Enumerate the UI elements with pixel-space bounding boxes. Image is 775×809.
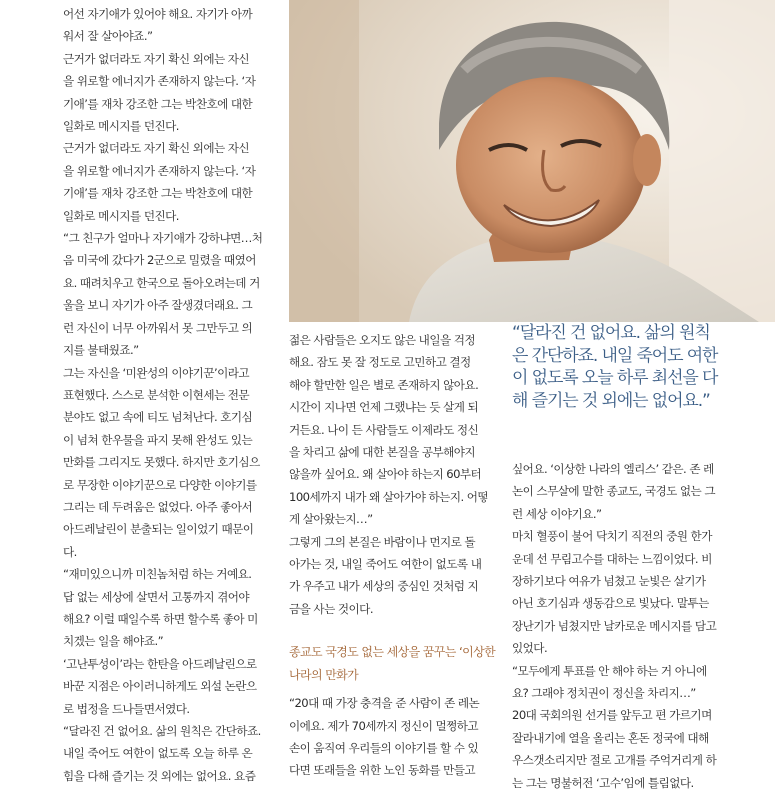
subheading-line: 종교도 국경도 없는 세상을 꿈꾸는 ‘이상한	[289, 645, 496, 660]
body-text-line: 논이 스무살에 말한 종교도, 국경도 없는 그	[512, 484, 715, 499]
body-text-line: 있었다.	[512, 641, 548, 656]
body-text-line: 워서 잘 살아야죠.”	[63, 29, 153, 44]
portrait-photo	[289, 0, 775, 322]
body-text-line: 100세까지 내가 왜 살아가야 하는지. 어떻	[289, 489, 489, 504]
body-text-line: 장하기보다 여유가 넘쳤고 눈빛은 살기가	[512, 574, 706, 589]
body-text-line: 일화로 메시지를 던진다.	[63, 119, 179, 134]
pull-quote-line: 이 없도록 오늘 하루 최선을 다	[512, 368, 718, 388]
body-text-line: 그리는 데 두려움은 없었다. 아주 좋아서	[63, 499, 253, 514]
body-text-line: 는 그는 명불허전 ‘고수’임에 틀림없다.	[512, 775, 694, 790]
column-2-continued	[289, 692, 503, 782]
body-text-line: 지를 불태웠죠.”	[63, 343, 139, 358]
body-text-line: 답 없는 세상에 살면서 고통까지 겪어야	[63, 589, 250, 604]
body-text-line: 해야 할만한 일은 별로 존재하지 않아요.	[289, 377, 479, 392]
body-text-line: 손이 움직여 우리들의 이야기를 할 수 있	[289, 740, 479, 755]
body-text-line: 않을까 싶어요. 왜 살아야 하는지 60부터	[289, 467, 482, 482]
body-text-line: 내일 죽어도 여한이 없도록 오늘 하루 온	[63, 746, 253, 761]
body-text-line: 잘라내기에 열을 올리는 혼돈 정국에 대해	[512, 730, 709, 745]
body-text-line: 분야도 없고 속에 티도 넘쳐난다. 호기심	[63, 410, 253, 425]
article-column-1	[63, 3, 285, 787]
body-text-line: 우스갯소리지만 절로 고개를 주억거리게 하	[512, 753, 717, 768]
body-text-line: 게 살아왔는지…”	[289, 512, 373, 527]
body-text-line: 을 위로할 에너지가 존재하지 않는다. ‘자	[63, 74, 256, 89]
body-text-line: 그는 자신을 ‘미완성의 이야기꾼’이라고	[63, 365, 250, 380]
body-text-line: 근거가 없더라도 자기 확신 외에는 자신	[63, 141, 250, 156]
body-text-line: 요? 그래야 정치권이 정신을 차리지…”	[512, 686, 696, 701]
body-text-line: “재미있으니까 미친놈처럼 하는 거예요.	[63, 567, 252, 582]
body-text-line: ‘고난투성이’라는 한탄을 아드레날린으로	[63, 656, 257, 671]
body-text-line: 기애’를 재차 강조한 그는 박찬호에 대한	[63, 96, 253, 111]
body-text-line: “달라진 건 없어요. 삶의 원칙은 간단하죠.	[63, 724, 261, 738]
body-text-line: 울을 보니 자기가 아주 잘생겼더래요. 그	[63, 298, 253, 313]
body-text-line: “20대 때 가장 충격을 준 사람이 존 레논	[289, 696, 480, 711]
body-text-line: 아드레날린이 분출되는 일이었기 때문이	[63, 522, 254, 537]
body-text-line: 을 차리고 삶에 대한 본질을 공부해야지	[289, 445, 476, 460]
body-text-line: 장난기가 넘쳤지만 날카로운 메시지를 담고	[512, 618, 717, 633]
body-text-line: 이 넘쳐 한우물을 파지 못해 완성도 있는	[63, 432, 253, 447]
body-text-line: 기애’를 재차 강조한 그는 박찬호에 대한	[63, 186, 253, 201]
body-text-line: 거든요. 나이 든 사람들도 이제라도 정신	[289, 422, 479, 437]
body-text-line: 일화로 메시지를 던진다.	[63, 208, 179, 223]
body-text-line: 해요. 잠도 못 잘 정도로 고민하고 결정	[289, 355, 471, 370]
body-text-line: 아닌 호기심과 생동감으로 빛났다. 말투는	[512, 596, 709, 611]
portrait-illustration	[289, 0, 775, 322]
pull-quote-line: 해 즐기는 것 외에는 없어요.”	[512, 390, 710, 411]
body-text-line: 금을 사는 것이다.	[289, 601, 373, 616]
body-text-line: 20대 국회의원 선거를 앞두고 편 가르기며	[512, 708, 712, 723]
body-text-line: 런 세상 이야기요.”	[512, 506, 602, 521]
pull-quote-line: “달라진 건 없어요. 삶의 원칙	[512, 323, 710, 343]
body-text-line: 마치 혈풍이 불어 닥치기 직전의 중원 한가	[512, 529, 712, 544]
subheading-line: 나라의 만화가	[289, 667, 359, 682]
body-text-line: 다.	[63, 544, 77, 559]
body-text-line: 이에요. 제가 70세까지 정신이 멀쩡하고	[289, 718, 479, 733]
body-text-line: 운데 선 무림고수를 대하는 느낌이었다. 비	[512, 551, 712, 566]
body-text-line: 만화를 그리지도 못했다. 하지만 호기심으	[63, 455, 260, 470]
body-text-line: 요. 때려치우고 한국으로 돌아오려는데 거	[63, 275, 260, 290]
body-text-line: 런 자신이 너무 아까워서 못 그만두고 의	[63, 320, 253, 335]
body-text-line: 젊은 사람들은 오지도 않은 내일을 걱정	[289, 333, 476, 347]
body-text-line: 다면 또래들을 위한 노인 동화를 만들고	[289, 763, 476, 778]
body-text-line: 해요? 이럴 때일수록 하면 할수록 좋아 미	[63, 611, 258, 626]
body-text-line: 을 위로할 에너지가 존재하지 않는다. ‘자	[63, 163, 256, 178]
body-text-line: 싶어요. ‘이상한 나라의 엘리스’ 같은. 존 레	[512, 462, 714, 476]
column-2-body	[289, 329, 503, 620]
section-subheading	[289, 641, 503, 686]
body-text-line: 음 미국에 갔다가 2군으로 밀렸을 때였어	[63, 253, 256, 268]
body-text-line: 그렇게 그의 본질은 바람이나 먼지로 돌	[289, 534, 476, 549]
body-text-line: 로 무장한 이야기꾼으로 다양한 이야기를	[63, 477, 257, 492]
body-text-line: 아가는 것, 내일 죽어도 여한이 없도록 내	[289, 557, 482, 572]
body-text-line: “그 친구가 얼마나 자기애가 강하냐면…처	[63, 231, 263, 246]
body-text-line: 근거가 없더라도 자기 확신 외에는 자신	[63, 51, 250, 66]
article-column-2	[289, 329, 503, 782]
body-text-line: 치겠는 일을 해야죠.”	[63, 634, 164, 649]
body-text-line: 어선 자기애가 있어야 해요. 자기가 아까	[63, 7, 253, 21]
pull-quote-line: 은 간단하죠. 내일 죽어도 여한	[512, 345, 718, 366]
body-text-line: 시간이 지나면 언제 그랬냐는 듯 살게 되	[289, 400, 479, 415]
body-text-line: 힘을 다해 즐기는 것 외에는 없어요. 요즘	[63, 768, 256, 783]
body-text-line: 로 법정을 드나들면서였다.	[63, 701, 190, 716]
body-text-line: 가 우주고 내가 세상의 중심인 것처럼 지	[289, 579, 479, 594]
body-text-line: “모두에게 투표를 안 해야 하는 거 아니에	[512, 663, 707, 678]
body-text-line: 표현했다. 스스로 분석한 이현세는 전문	[63, 387, 250, 402]
article-column-3	[512, 458, 772, 794]
pull-quote	[512, 322, 774, 412]
body-text-line: 바꾼 지점은 아이러니하게도 외설 논란으	[63, 679, 257, 694]
